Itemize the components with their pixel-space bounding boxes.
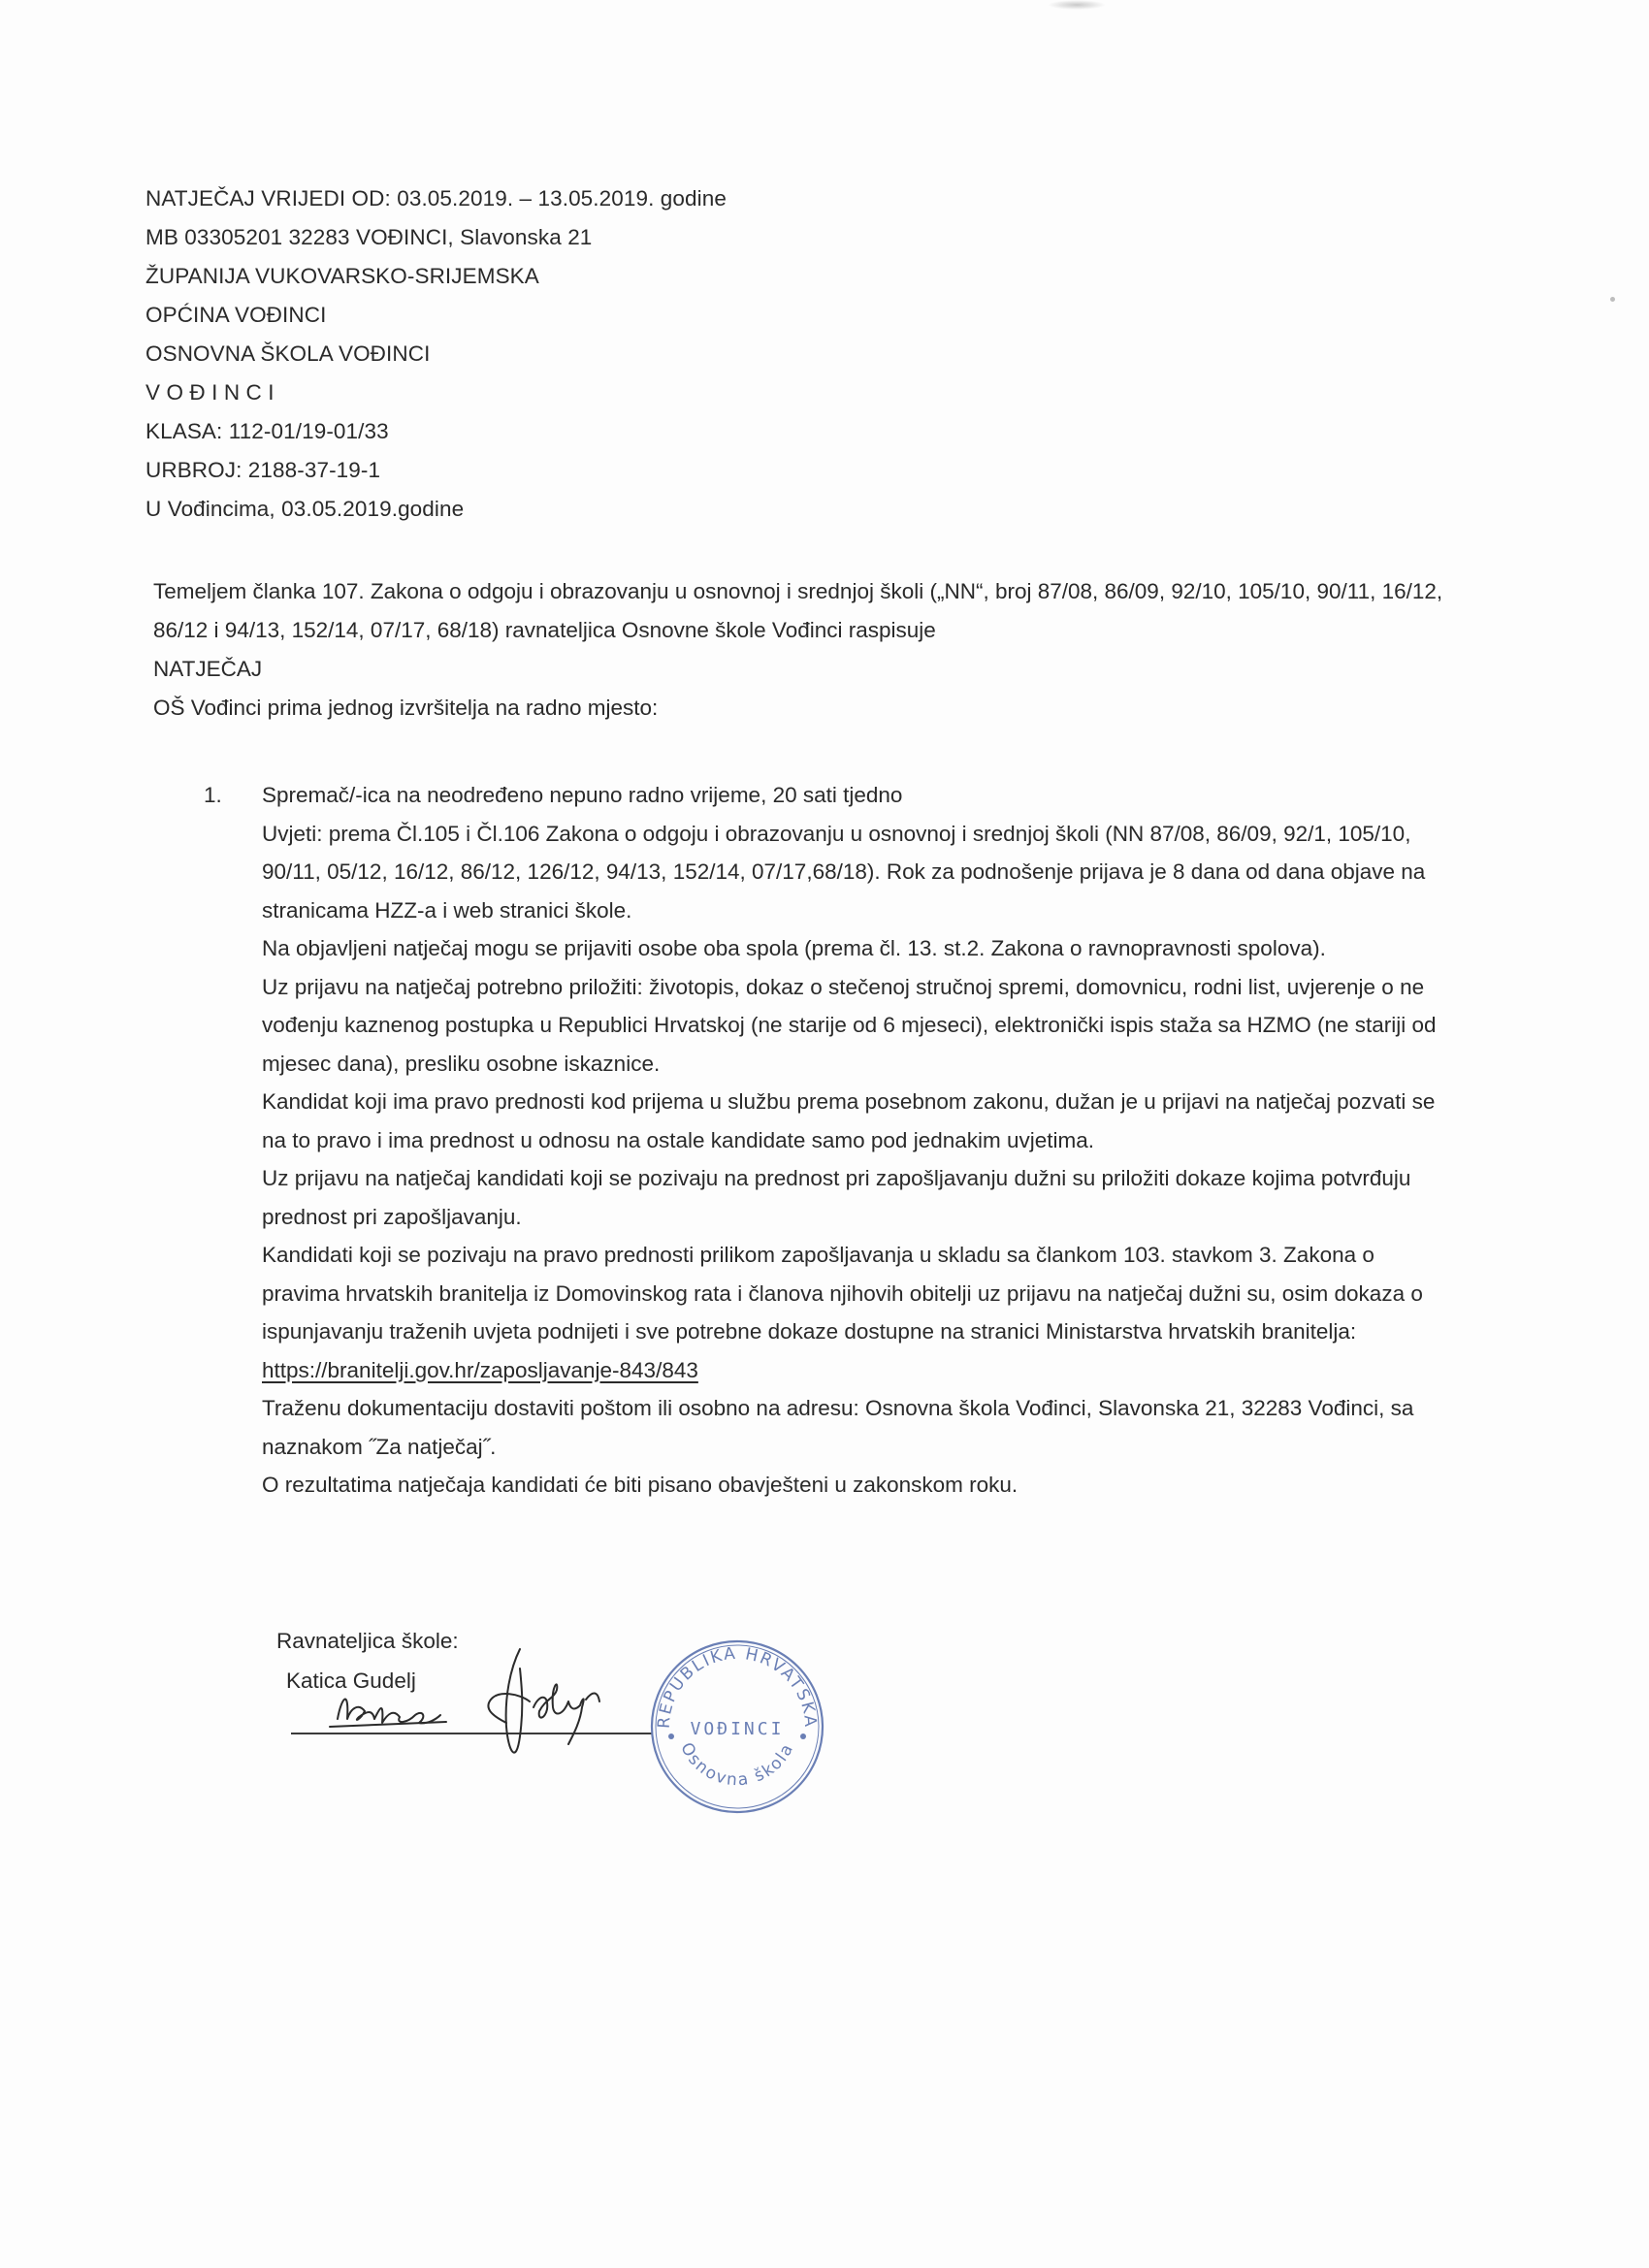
- school-line: OSNOVNA ŠKOLA VOĐINCI: [146, 341, 431, 366]
- place-line: V O Đ I N C I: [146, 380, 275, 405]
- documents-paragraph: Uz prijavu na natječaj potrebno priložiti: životopis, dokaz o stečenoj stručnoj spremi, domovnicu, rodni list, uvjerenje o ne vođenju kaznenog postupka u Republici Hrvatskoj (ne starije od 6 mjeseci), elektronički ispis staža sa HZMO (ne stariji od mjesec dana), presliku osobne iskaznice.: [262, 974, 1437, 1076]
- urbroj-line: URBROJ: 2188-37-19-1: [146, 458, 381, 482]
- priority-paragraph: Kandidat koji ima pravo prednosti kod prijema u službu prema posebnom zakonu, dužan je u prijavi na natječaj pozvati se na to pravo i ima prednost u odnosu na ostale kandidate samo pod jednakim uvjetima.: [262, 1089, 1436, 1152]
- scan-speck: [1610, 297, 1615, 302]
- stamp-dot-right: [800, 1733, 806, 1739]
- signature-title: Ravnateljica škole:: [276, 1629, 459, 1653]
- position-title: Spremač/-ica na neodređeno nepuno radno vrijeme, 20 sati tjedno: [262, 783, 903, 807]
- gender-paragraph: Na objavljeni natječaj mogu se prijaviti osobe oba spola (prema čl. 13. st.2. Zakona o ravnopravnosti spolova).: [262, 936, 1326, 960]
- mb-address-line: MB 03305201 32283 VOĐINCI, Slavonska 21: [146, 225, 593, 249]
- document-body: [153, 572, 1453, 728]
- stamp-top-text: REPUBLIKA HRVATSKA: [654, 1643, 821, 1730]
- competition-heading: NATJEČAJ: [153, 657, 263, 681]
- ministry-link[interactable]: https://branitelji.gov.hr/zaposljavanje-843/843: [262, 1357, 698, 1382]
- svg-text:Osnovna škola: [676, 1739, 798, 1790]
- stamp-bottom-text: Osnovna škola: [676, 1739, 798, 1791]
- klasa-line: KLASA: 112-01/19-01/33: [146, 419, 389, 443]
- validity-line: NATJEČAJ VRIJEDI OD: 03.05.2019. – 13.05.2019. godine: [146, 186, 727, 211]
- handwritten-signature: [291, 1630, 640, 1775]
- document-header: [146, 179, 824, 529]
- intro-paragraph: Temeljem članka 107. Zakona o odgoju i obrazovanju u osnovnoj i srednjoj školi („NN“, broj 87/08, 86/09, 92/10, 105/10, 90/11, 16/12, 86/12 i 94/13, 152/14, 07/17, 68/18) ravnateljica Osnovne škole Vođinci raspisuje: [153, 579, 1443, 642]
- svg-text:REPUBLIKA HRVATSKA: [655, 1644, 821, 1730]
- conditions-paragraph: Uvjeti: prema Čl.105 i Čl.106 Zakona o odgoju i obrazovanju u osnovnoj i srednjoj školi (NN 87/08, 86/09, 92/1, 105/10, 90/11, 05/12, 16/12, 86/12, 126/12, 94/13, 152/14, 07/17,68/18). Rok za podnošenje prijava je 8 dana od dana objave na stranicama HZZ-a i web stranici škole.: [262, 821, 1426, 923]
- school-stamp: [640, 1630, 834, 1824]
- scan-artifact: [1048, 0, 1106, 10]
- county-line: ŽUPANIJA VUKOVARSKO-SRIJEMSKA: [146, 264, 539, 288]
- item-number: 1.: [204, 783, 222, 807]
- date-place-line: U Vođincima, 03.05.2019.godine: [146, 497, 465, 521]
- priority-proof-paragraph: Uz prijavu na natječaj kandidati koji se pozivaju na prednost pri zapošljavanju dužni su priložiti dokaze kojima potvrđuju prednost pri zapošljavanju.: [262, 1166, 1411, 1229]
- stamp-center-text: VOĐINCI: [690, 1719, 785, 1739]
- municipality-line: OPĆINA VOĐINCI: [146, 303, 327, 327]
- lead-paragraph: OŠ Vođinci prima jednog izvršitelja na radno mjesto:: [153, 696, 659, 720]
- delivery-paragraph: Traženu dokumentaciju dostaviti poštom ili osobno na adresu: Osnovna škola Vođinci, Slavonska 21, 32283 Vođinci, sa naznakom ˝Za natječaj˝.: [262, 1396, 1414, 1459]
- signature-name: Katica Gudelj: [286, 1669, 416, 1693]
- item-content: [262, 776, 1455, 1505]
- stamp-dot-left: [668, 1733, 674, 1739]
- results-paragraph: O rezultatima natječaja kandidati će biti pisano obavješteni u zakonskom roku.: [262, 1473, 1018, 1497]
- veterans-paragraph: Kandidati koji se pozivaju na pravo prednosti prilikom zapošljavanja u skladu sa člankom 103. stavkom 3. Zakona o pravima hrvatskih branitelja iz Domovinskog rata i članova njihovih obitelji uz prijavu na natječaj dužni su, osim dokaza o ispunjavanju traženih uvjeta podnijeti i sve potrebne dokaze dostupne na stranici Ministarstva hrvatskih branitelja:: [262, 1243, 1423, 1344]
